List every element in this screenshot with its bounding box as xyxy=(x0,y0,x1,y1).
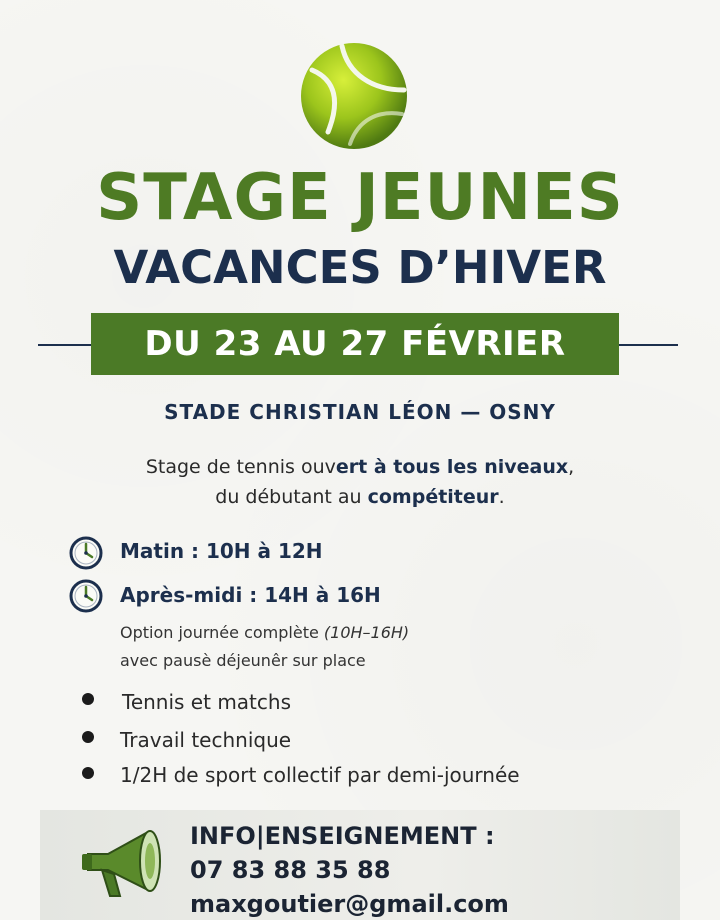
title-vacances-hiver: VACANCES D’HIVER xyxy=(113,241,607,294)
schedule-afternoon: Après-midi : 14H à 16H xyxy=(120,583,381,607)
description xyxy=(0,452,720,512)
note-hours: (10H–16H) xyxy=(323,623,410,642)
bullet-icon xyxy=(82,767,94,779)
bullet-icon xyxy=(82,731,94,743)
description-line-2 xyxy=(0,482,720,512)
description-emphasis: compétiteur xyxy=(367,486,499,508)
description-text: du débutant au xyxy=(215,486,368,508)
schedule-note-line-2: avec pausè déjeunêr sur place xyxy=(120,651,366,670)
description-text: . xyxy=(498,486,505,508)
schedule-morning: Matin : 10H à 12H xyxy=(120,539,323,563)
note-text: Option journée complète xyxy=(120,623,324,642)
schedule-note-line-1 xyxy=(120,619,409,647)
contact-label: INFO|ENSEIGNEMENT : xyxy=(190,822,495,850)
divider-left xyxy=(38,344,94,346)
activity-item: Tennis et matchs xyxy=(122,690,291,714)
venue: STADE CHRISTIAN LÉON — OSNY xyxy=(164,400,556,424)
activity-item: Travail technique xyxy=(120,728,292,752)
divider-right xyxy=(616,344,678,346)
description-text: Stage de tennis ouv xyxy=(145,456,336,478)
description-line-1 xyxy=(0,452,720,482)
clock-icon xyxy=(68,535,104,571)
contact-email[interactable]: maxgoutier@gmail.com xyxy=(190,890,509,918)
megaphone-icon xyxy=(78,824,174,908)
contact-phone[interactable]: 07 83 88 35 88 xyxy=(190,856,391,884)
schedule-note xyxy=(120,619,409,675)
description-emphasis: ert à tous les niveaux xyxy=(335,456,569,478)
clock-icon xyxy=(68,578,104,614)
dates-text: DU 23 AU 27 FÉVRIER xyxy=(144,324,566,364)
title-stage-jeunes: STAGE JEUNES xyxy=(96,161,624,235)
activity-item: 1/2H de sport collectif par demi-journée xyxy=(120,763,520,787)
dates-banner xyxy=(91,313,619,375)
description-text: , xyxy=(568,456,575,478)
tennis-ball-icon xyxy=(298,40,410,152)
bullet-icon xyxy=(82,693,94,705)
